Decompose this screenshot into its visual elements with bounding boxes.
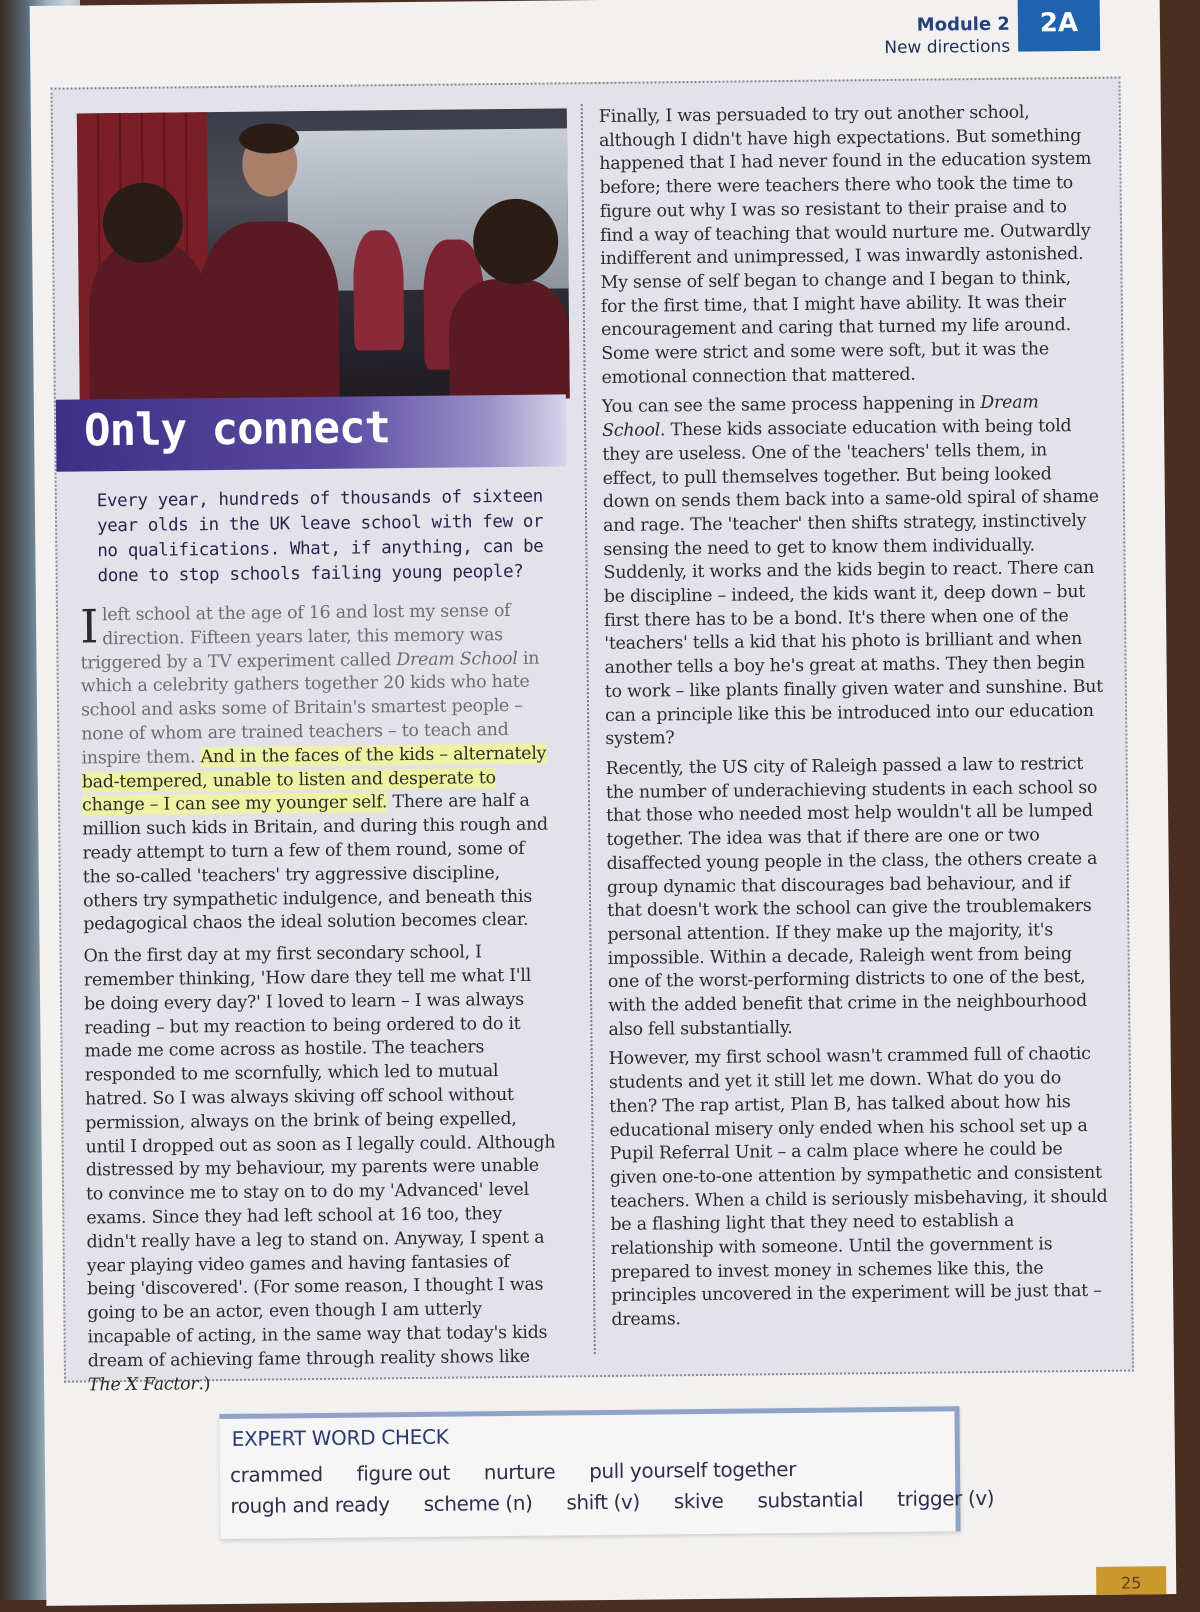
text: There are half a million such kids in Britain, and during this rough and ready attempt to turn a few of them round, some of the so-called 'teachers' try aggressive discipline, others try sympathetic indulgence, and beneath this pedagogical chaos the ideal solution becomes clear. <box>82 791 549 935</box>
vocab-word: figure out <box>356 1460 450 1486</box>
article-intro: Every year, hundreds of thousands of sixteen year olds in the UK leave school with few or no qualifications. What, if anything, can be done to stop schools failing young people? <box>96 486 544 587</box>
paragraph: Recently, the US city of Raleigh passed a law to restrict the number of underachieving students in each school so that those who needed most help wouldn't all be lumped together. The idea was that if there are one or two disaffected young people in the class, the others create a group dynamic that discourages bad behaviour, and if that doesn't work the school can give the troublemakers personal attention. If they make up the majority, it's impossible. Within a decade, Raleigh went from being one of the worst-performing districts to one of the best, with the added benefit that crime in the neighbourhood also fell substantially. <box>605 753 1098 1040</box>
module-label: Module 2 <box>916 13 1011 36</box>
student-hair <box>103 182 184 263</box>
right-column <box>599 101 1112 1339</box>
column-divider <box>581 104 596 1354</box>
show-title: Dream School <box>602 392 1039 442</box>
page-header <box>884 14 1010 58</box>
vocab-word: crammed <box>229 1461 323 1487</box>
module-subtitle: New directions <box>884 36 1011 59</box>
student-figure <box>353 230 404 351</box>
word-check-title: EXPERT WORD CHECK <box>231 1424 449 1451</box>
paragraph: Finally, I was persuaded to try out another school, although I didn't have high expectations. But something happened that I had never found in the education system before; there were teachers there who took the time to figure out why I was so resistant to their praise and to find a way of teaching that would nurture me. Outwardly indifferent and unimpressed, I was inwardly astonished. My sense of self began to change and I began to think, for the first time, that I might have ability. It was their encouragement and caring that turned my life around. Some were strict and some were soft, but it was the emotional connection that mattered. <box>598 102 1092 388</box>
vocab-word: shift (v) <box>566 1489 640 1515</box>
word-row <box>230 1486 1022 1518</box>
text: left school at the age of 16 and lost my sense of direction. Fifteen years later, this memory was triggered by a TV experiment called <box>80 600 511 674</box>
vocab-word: nurture <box>483 1459 556 1485</box>
show-title: Dream School <box>396 648 518 670</box>
page-number: 25 <box>1096 1566 1166 1595</box>
paragraph <box>83 941 558 1398</box>
textbook-page <box>30 0 1177 1606</box>
show-title: The X Factor <box>87 1373 199 1395</box>
paragraph <box>80 600 553 938</box>
classroom-photo <box>77 108 570 403</box>
left-column <box>80 600 558 1406</box>
text: You can see the same process happening in <box>601 393 981 418</box>
vocab-word: substantial <box>757 1487 864 1513</box>
text: . These kids associate education with being told they are useless. One of the 'teachers' tells them, in effect, to pull themselves together. But being looked down on sends them back into a same-old spiral of shame and rage. The 'teacher' then shifts strategy, instinctively sensing the need to get to know them individually. Suddenly, it works and the kids begin to react. There can be discipline – indeed, the kids want it, deep down – but first there has to be a bond. It's there when one of the 'teachers' tells a kid that his photo is brilliant and when another tells a boy he's great at maths. They then begin to work – like plants finally given water and sunshine. But can a principle like this be introduced into our education system? <box>602 416 1104 750</box>
student-figure <box>88 242 210 403</box>
expert-word-check <box>219 1406 995 1539</box>
word-row <box>230 1457 824 1487</box>
vocab-word: scheme (n) <box>423 1490 533 1516</box>
article-title: Only connect <box>83 402 391 457</box>
student-hair <box>473 198 559 284</box>
vocab-word: skive <box>673 1488 724 1514</box>
text: On the first day at my first secondary school, I remember thinking, 'How dare they tell me what I'll be doing every day?' I loved to learn – I was always reading – but my reaction to being ordered to do it made me come across as hostile. The teachers responded to me scornfully, which led to mutual hatred. So I was always skiving off school without permission, always on the brink of being expelled, until I dropped out as soon as I legally could. Although distressed by my behaviour, my parents were unable to convince me to stay on to do my 'Advanced' level exams. Since they had left school at 16 too, they didn't really have a leg to stand on. Anyway, I spent a year playing video games and having fantasies of being 'discovered'. (For some reason, I thought I was going to be an actor, even though I am utterly incapable of acting, in the same way that today's kids dream of achieving fame through reality shows like <box>83 942 556 1372</box>
highlighted-text: And in the faces of the kids – alternately bad-tempered, unable to listen and desperate to change – I can see my younger self. <box>81 743 547 816</box>
article-box <box>51 77 1135 1395</box>
paragraph: However, my first school wasn't crammed full of chaotic students and yet it still let me down. What do you do then? The rap artist, Plan B, has talked about how his educational misery only ended when his school set up a Pupil Referral Unit – a calm place where he could be given one-to-one attention by sympathetic and consistent teachers. When a child is seriously misbehaving, it should be a flashing light that they need to establish a relationship with someone. Until the government is prepared to invest money in schemes like this, the principles uncovered in the experiment will be just that – dreams. <box>608 1044 1108 1331</box>
text: in which a celebrity gathers together 20 kids who hate school and asks some of Britain's smartest people – none of whom are trained teachers – to teach and inspire them. <box>80 648 540 769</box>
title-band <box>56 394 567 471</box>
paragraph <box>602 391 1106 752</box>
vocab-word: rough and ready <box>230 1492 390 1518</box>
text: .) <box>198 1373 211 1394</box>
drop-cap: I <box>79 599 99 654</box>
vocab-word: pull yourself together <box>589 1457 797 1484</box>
unit-badge: 2A <box>1018 0 1101 52</box>
student-figure <box>449 278 570 403</box>
vocab-word: trigger (v) <box>897 1485 995 1511</box>
student-figure <box>198 221 340 404</box>
